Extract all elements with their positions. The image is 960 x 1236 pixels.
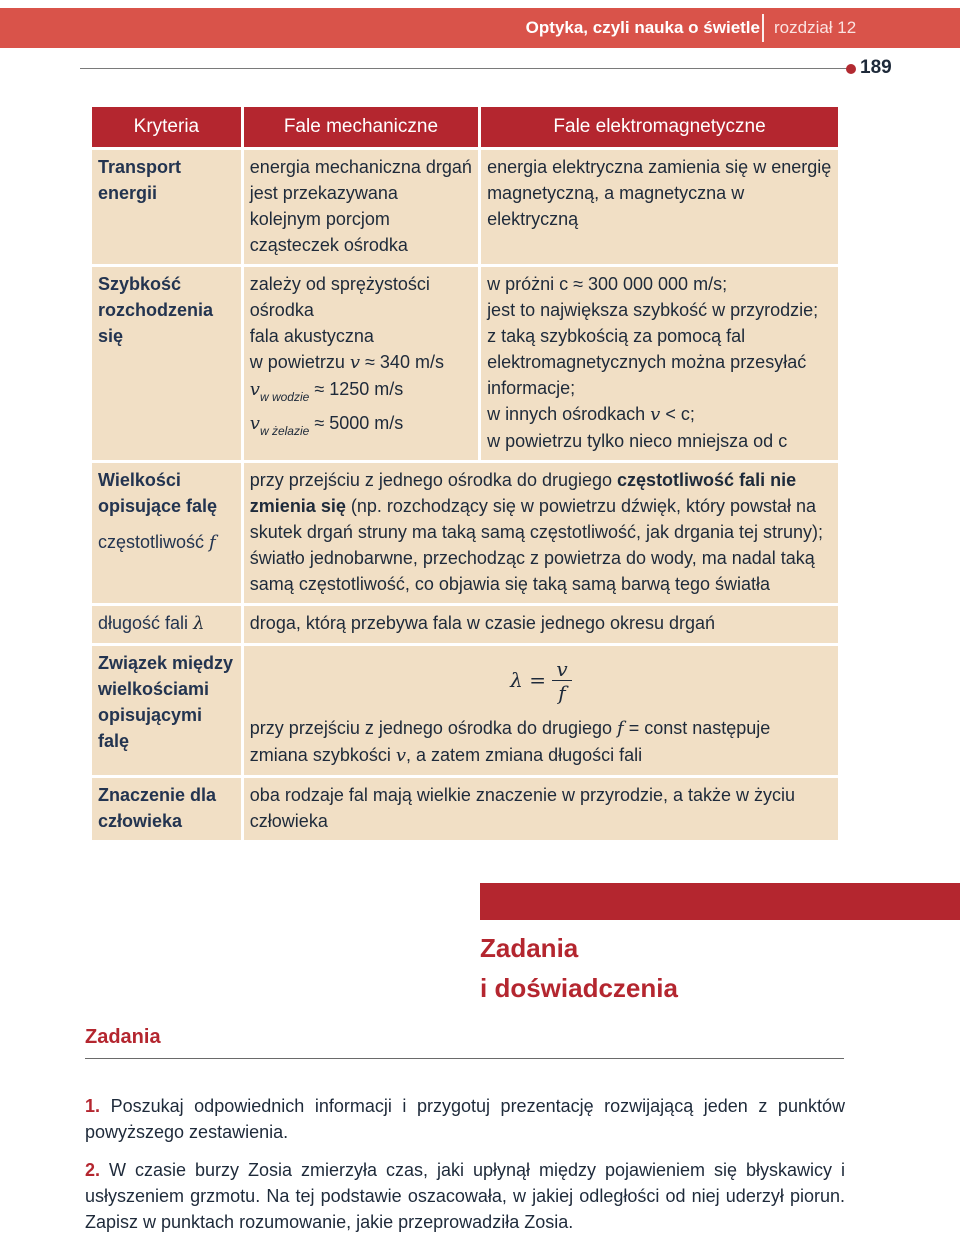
speed-water-line: $v_{w wodzie} \approx 1250$ m/s (249, 379, 404, 404)
formula-fraction: $\frac{v}{f}$ (552, 658, 571, 705)
cell-speed-electromagnetic (481, 267, 838, 460)
frequency-key-fact: częstotliwość fali nie zmienia się (249, 470, 797, 516)
table-row (92, 646, 838, 775)
acoustic-wave-text: fala akustyczna (249, 326, 374, 346)
running-header (0, 8, 960, 48)
header-mechanical: Fale mechaniczne (244, 107, 478, 147)
header-electromagnetic: Fale elektromagnetyczne (481, 107, 838, 147)
comparison-table (89, 104, 841, 843)
chapter-label: rozdział 12 (774, 18, 857, 37)
wavelength-formula: λ = $\frac{v}{f}$ (250, 650, 832, 715)
task-number: 2. (85, 1160, 101, 1180)
row-label-relation: Związek między wielkościami opisującymi falę (92, 646, 241, 775)
cell-transport-electromagnetic: energia elektryczna zamienia się w energię magnetyczną, a magnetyczna w elektryczną (481, 150, 838, 264)
table-row (92, 778, 838, 840)
speed-iron-line: $v_{w żelazie} \approx 5000$ m/s (249, 413, 404, 438)
page-number: 189 (860, 57, 892, 78)
frequency-label: częstotliwość f (98, 532, 216, 553)
table-row (92, 267, 838, 460)
row-label-transport: Transport energii (92, 150, 241, 264)
page-number-dot (846, 64, 856, 74)
task-item (85, 1093, 845, 1145)
tasks-rule (85, 1058, 844, 1059)
tasks-heading: Zadania (85, 1026, 161, 1048)
cell-importance: oba rodzaje fal mają wielkie znaczenie w przyrodzie, a także w życiu człowieka (244, 778, 838, 840)
task-text: Poszukaj odpowiednich informacji i przygotuj prezentację rozwijającą jeden z punktów powyższego zestawienia. (85, 1096, 845, 1142)
relation-text: przy przejściu z jednego ośrodka do drugiego f = const następuje zmiana szybkości v, a zatem zmiana długości fali (249, 718, 771, 766)
table-row (92, 606, 838, 643)
table-header-row (92, 107, 838, 147)
cell-transport-mechanical: energia mechaniczna drgań jest przekazywana kolejnym porcjom cząsteczek ośrodka (244, 150, 478, 264)
section-title: Zadania i doświadczenia (480, 933, 678, 1003)
media-speed-text: w innych ośrodkach v < c; (487, 404, 695, 425)
cell-speed-mechanical (244, 267, 478, 460)
task-text: W czasie burzy Zosia zmierzyła czas, jaki upłynął między pojawieniem się błyskawicy i usłyszeniem grzmotu. Na tej podstawie oszacowała, w jakiej odległości od niej uderzył piorun. Zapisz w punktach rozumowanie, jakie przeprowadziła Zosia. (85, 1160, 845, 1232)
header-divider (762, 14, 764, 42)
task-item (85, 1157, 845, 1235)
air-speed-text: w powietrzu tylko nieco mniejsza od c (487, 431, 788, 451)
max-speed-text: jest to największa szybkość w przyrodzie; z taką szybkością za pomocą fal elektromagnetycznych można przesyłać informacje; (487, 300, 819, 398)
table-row (92, 463, 838, 603)
cell-wavelength: droga, którą przebywa fala w czasie jednego okresu drgań (244, 606, 838, 643)
table-row (92, 150, 838, 264)
speed-air-line: w powietrzu v ≈ 340 m/s (249, 352, 444, 373)
row-label-quantities: Wielkości opisujące falę częstotliwość f (92, 463, 241, 603)
row-label-speed: Szybkość rozchodzenia się (92, 267, 241, 460)
speed-elasticity-text: zależy od sprężystości ośrodka (249, 274, 430, 320)
cell-relation (244, 646, 838, 775)
section-banner (480, 883, 960, 920)
row-label-importance: Znaczenie dla człowieka (92, 778, 241, 840)
running-header-title: Optyka, czyli nauka o świetle (525, 18, 760, 37)
task-number: 1. (85, 1096, 101, 1116)
header-criteria: Kryteria (92, 107, 241, 147)
vacuum-speed-text: w próżni c ≈ 300 000 000 m/s; (487, 274, 728, 294)
row-label-wavelength: długość fali λ (92, 606, 241, 643)
header-rule (80, 68, 850, 69)
cell-frequency: przy przejściu z jednego ośrodka do drugiego częstotliwość fali nie zmienia się (np. rozchodzący się w powietrzu dźwięk, który powstał na skutek drgań struny ma taką samą częstotliwość, jak drgania tej struny); światło jednobarwne, przechodząc z powietrza do wody, ma nadal taką samą częstotliwość, co objawia się taką samą barwą tego światła (244, 463, 838, 603)
